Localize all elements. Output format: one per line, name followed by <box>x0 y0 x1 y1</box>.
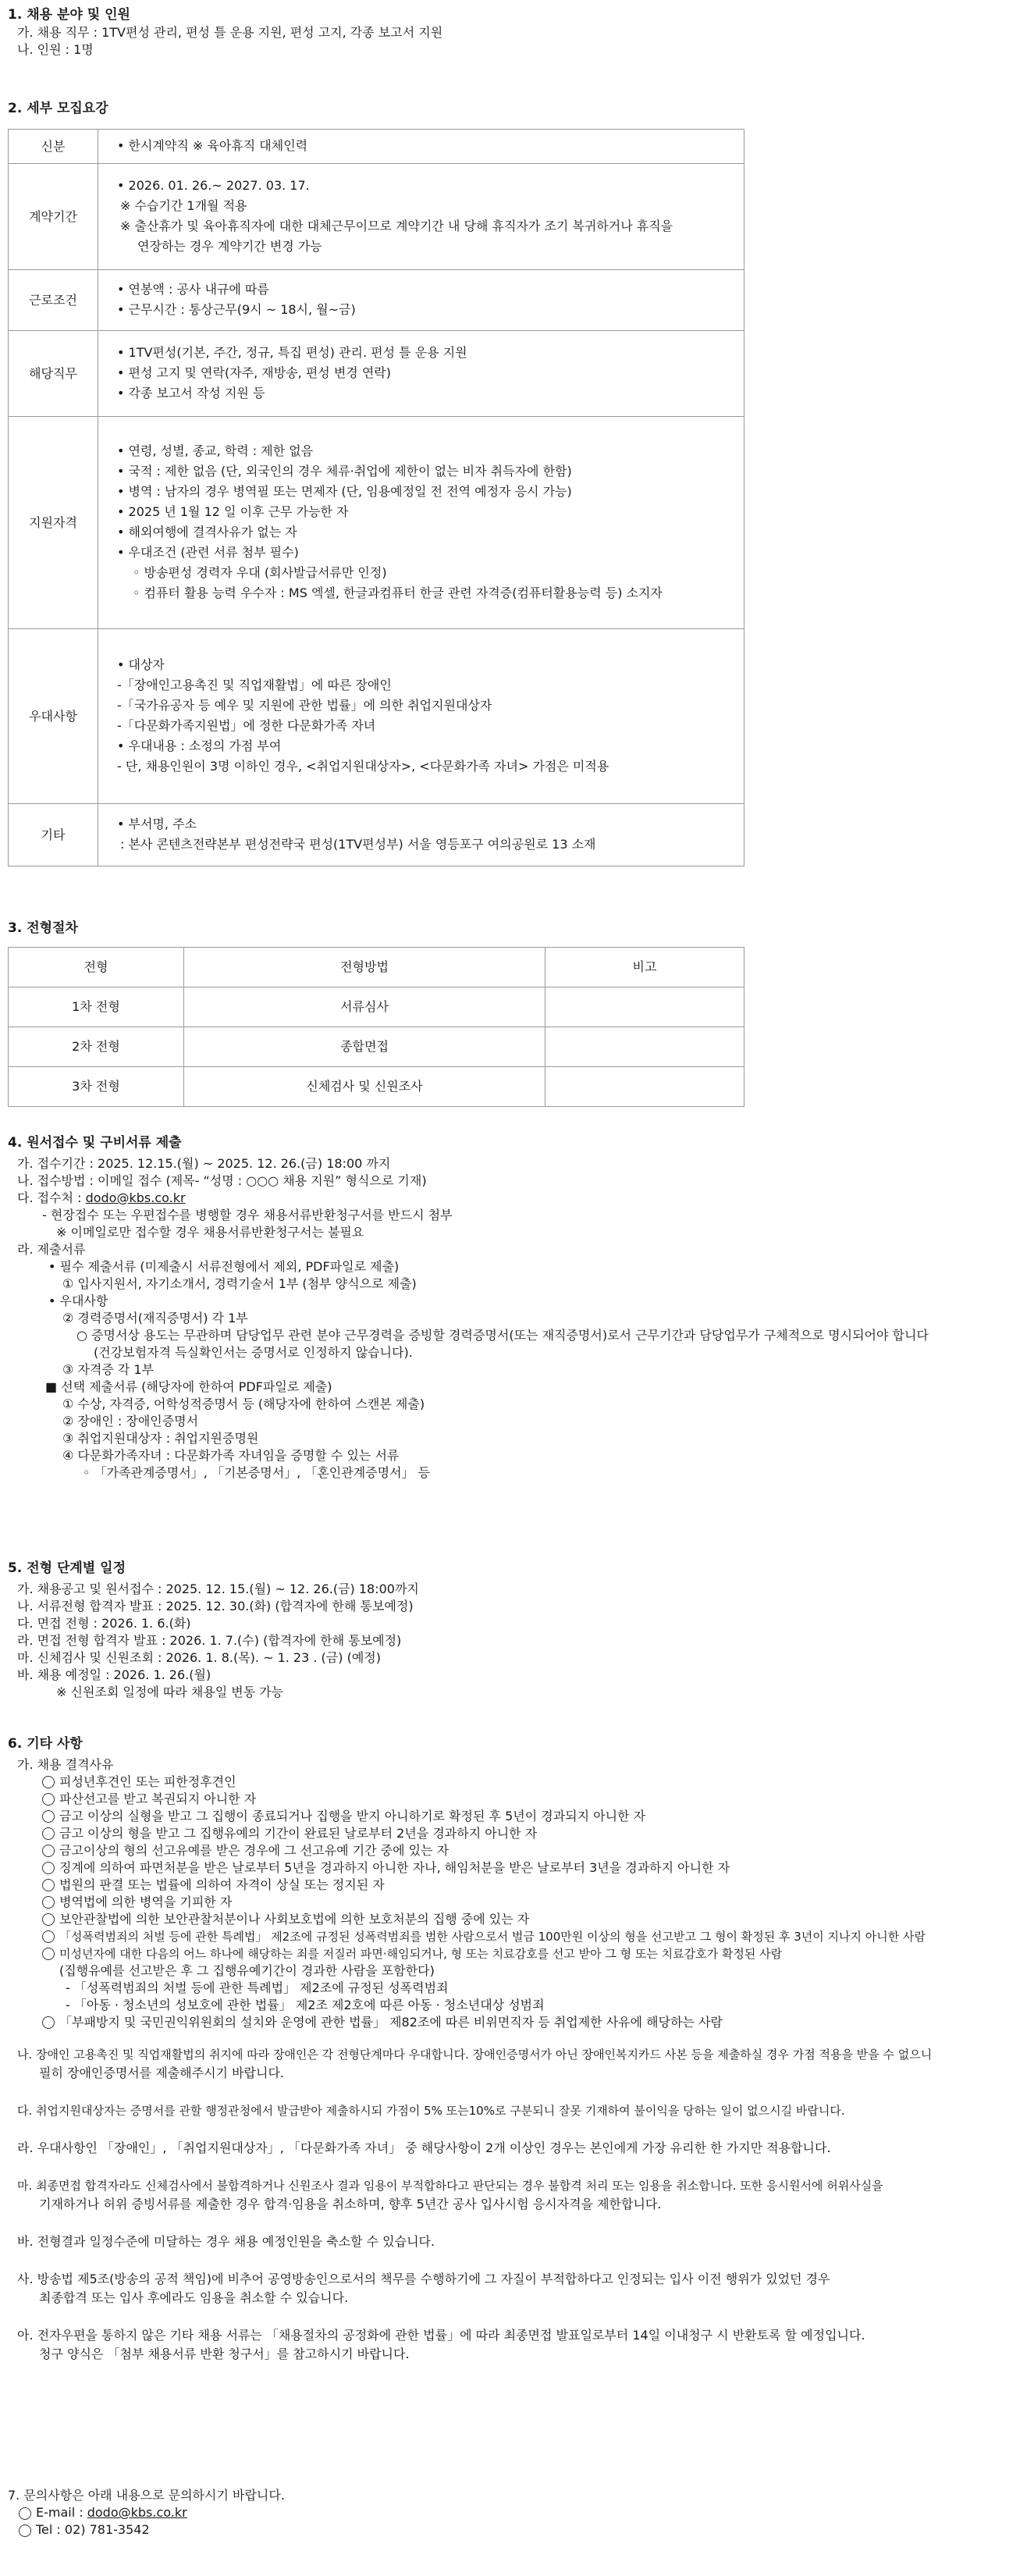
text-line: (건강보험자격 득실확인서는 증명서로 인정하지 않습니다). <box>94 1344 413 1360</box>
section-5 <box>8 1560 419 1701</box>
text-line: 가. 채용 결격사유 <box>17 1756 114 1772</box>
email-link[interactable]: dodo@kbs.co.kr <box>87 2505 187 2520</box>
row-label: 해당직무 <box>9 330 98 416</box>
list-item: 파산선고를 받고 복권되지 아니한 자 <box>8 1791 932 1808</box>
section-3-title: 3. 전형절차 <box>8 920 78 936</box>
list-item: 징계에 의하여 파면처분을 받은 날로부터 5년을 경과하지 아니한 자나, 해임처분을 받은 날로부터 3년을 경과하지 아니한 자 <box>8 1859 932 1877</box>
circle-icon <box>42 1845 55 1857</box>
label: 다. 접수처 : <box>17 1190 86 1205</box>
list-item: 「부패방지 및 국민권익위원회의 설치와 운영에 관한 법률」 제82조에 따른 비위면직자 등 취업제한 사유에 해당하는 사람 <box>8 2014 932 2031</box>
section-7 <box>8 2487 285 2539</box>
contact-email: E-mail : dodo@kbs.co.kr <box>8 2504 285 2521</box>
table-cell: 3차 전형 <box>9 1066 184 1106</box>
detail-item: • 2026. 01. 26.~ 2027. 03. 17. <box>117 178 310 194</box>
list-item: 법원의 판결 또는 법률에 의하여 자격이 상실 또는 정지된 자 <box>8 1877 932 1894</box>
text-line: ③ 자격증 각 1부 <box>62 1361 155 1377</box>
row-label: 지원자격 <box>9 416 98 628</box>
column-header: 비고 <box>545 947 744 987</box>
text-line: • 우대사항 <box>48 1293 108 1308</box>
detail-item: • 연봉액 : 공사 내규에 따름 <box>117 282 269 297</box>
section-4-title: 4. 원서접수 및 구비서류 제출 <box>8 1135 182 1151</box>
section-2-title: 2. 세부 모집요강 <box>8 101 108 116</box>
headcount-line: 나. 인원 : 1명 <box>17 41 94 57</box>
circle-icon <box>42 1810 55 1823</box>
detail-item: -「다문화가족지원법」에 정한 다문화가족 자녀 <box>117 718 376 734</box>
table-cell: 1차 전형 <box>9 987 184 1026</box>
text-line: - 현장접수 또는 우편접수를 병행할 경우 채용서류반환청구서를 반드시 첨부 <box>42 1207 453 1222</box>
text-line: ④ 다문화가족자녀 : 다문화가족 자녀임을 증명할 수 있는 서류 <box>62 1447 400 1463</box>
detail-item: 연장하는 경우 계약기간 변경 가능 <box>137 239 322 254</box>
table-row <box>9 1026 744 1066</box>
section-7-title: 7. 문의사항은 아래 내용으로 문의하시기 바랍니다. <box>8 2488 285 2503</box>
circle-icon <box>19 2507 31 2520</box>
section-6-title: 6. 기타 사항 <box>8 1736 83 1752</box>
text-line: 라. 제출서류 <box>17 1241 86 1257</box>
text-line: ※ 이메일로만 접수할 경우 채용서류반환청구서는 불필요 <box>56 1224 364 1240</box>
circle-icon <box>42 1793 55 1806</box>
detail-item: • 각종 보고서 작성 지원 등 <box>117 386 265 401</box>
section-5-title: 5. 전형 단계별 일정 <box>8 1560 126 1576</box>
recruitment-details-table <box>8 129 744 866</box>
detail-row <box>9 330 744 416</box>
job-line: 가. 채용 직무 : 1TV편성 관리, 편성 틀 운용 지원, 편성 고지, 각종 보고서 지원 <box>17 24 443 40</box>
detail-item: • 우대내용 : 소정의 가점 부여 <box>117 738 282 754</box>
note-da: 다. 취업지원대상자는 증명서를 관할 행정관청에서 발급받아 제출하시되 가점이 5% 또는10%로 구분되니 잘못 기재하여 불이익을 당하는 일이 없으시길 바랍니다. <box>17 2103 845 2118</box>
text-line: ① 수상, 자격증, 어학성적증명서 등 (해당자에 한하여 스캔본 제출) <box>62 1396 425 1411</box>
list-sub-item: (집행유예를 선고받은 후 그 집행유예기간이 경과한 사람을 포함한다) <box>59 1962 435 1978</box>
row-label: 신분 <box>9 129 98 163</box>
note-sa: 사. 방송법 제5조(방송의 공적 책임)에 비추어 공영방송인으로서의 책무를 수행하기에 그 자질이 부적합하다고 인정되는 입사 이전 행위가 있었던 경우 <box>17 2271 830 2286</box>
note-na-cont: 필히 장애인증명서를 제출해주시기 바랍니다. <box>39 2065 285 2080</box>
disqualification-list <box>8 1774 932 2031</box>
detail-item: • 편성 고지 및 연락(자주, 재방송, 편성 변경 연락) <box>117 365 391 381</box>
schedule-note: ※ 신원조회 일정에 따라 채용일 변동 가능 <box>56 1684 284 1699</box>
detail-item: • 국적 : 제한 없음 (단, 외국인의 경우 체류·취업에 제한이 없는 비자 취득자에 한함) <box>117 464 572 479</box>
text-line: ○ 증명서상 용도는 무관하며 담당업무 관련 분야 근무경력을 증빙할 경력증명서(또는 재직증명서)로서 근무기간과 담당업무가 구체적으로 명시되어야 합니다 <box>76 1327 929 1343</box>
detail-item: -「장애인고용촉진 및 직업재활법」에 따른 장애인 <box>117 678 392 693</box>
note-na: 나. 장애인 고용촉진 및 직업재활법의 취지에 따라 장애인은 각 전형단계마다 우대합니다. 장애인증명서가 아닌 장애인복지카드 사본 등을 제출하실 경우 가점 적용을 받을 수 없으니 <box>17 2047 933 2062</box>
table-cell <box>545 1066 744 1106</box>
detail-row <box>9 803 744 866</box>
section-1-title: 1. 채용 분야 및 인원 <box>8 7 130 23</box>
table-cell: 종합면접 <box>184 1026 545 1066</box>
detail-item: - 단, 채용인원이 3명 이하인 경우, <취업지원대상자>, <다문화가족 자녀> 가점은 미적용 <box>117 759 609 774</box>
circle-icon <box>42 1896 55 1909</box>
schedule-line: 바. 채용 예정일 : 2026. 1. 26.(월) <box>17 1667 211 1682</box>
note-ma-cont: 기재하거나 허위 증빙서류를 제출한 경우 합격·임용을 취소하며, 향후 5년간 공사 입사시험 응시자격을 제한합니다. <box>39 2196 662 2211</box>
list-item: 금고 이상의 형을 받고 그 집행유예의 기간이 완료된 날로부터 2년을 경과하지 아니한 자 <box>8 1825 932 1842</box>
detail-item: • 해외여행에 결격사유가 없는 자 <box>117 525 297 540</box>
circle-icon <box>42 1930 55 1943</box>
list-item: 금고이상의 형의 선고유예를 받은 경우에 그 선고유예 기간 중에 있는 자 <box>8 1842 932 1859</box>
column-header: 전형방법 <box>184 947 545 987</box>
table-row <box>9 987 744 1026</box>
detail-item: ◦ 컴퓨터 활용 능력 우수자 : MS 엑셀, 한글과컴퓨터 한글 관련 자격증(컴퓨터활용능력 등) 소지자 <box>133 585 663 601</box>
detail-row <box>9 269 744 330</box>
schedule-line: 마. 신체검사 및 신원조회 : 2026. 1. 8.(목). ~ 1. 23 . (금) (예정) <box>17 1649 381 1665</box>
detail-item: • 1TV편성(기본, 주간, 정규, 특집 편성) 관리. 편성 틀 운용 지원 <box>117 345 467 361</box>
note-a: 아. 전자우편을 통하지 않은 기타 채용 서류는 「채용절차의 공정화에 관한 법률」에 따라 최종면접 발표일로부터 14일 이내청구 시 반환토록 할 예정입니다. <box>17 2327 865 2343</box>
detail-row <box>9 416 744 628</box>
detail-item: • 부서명, 주소 <box>117 817 197 832</box>
section-3 <box>8 920 744 1107</box>
schedule-line: 나. 서류전형 합격자 발표 : 2025. 12. 30.(화) (합격자에 한해 통보예정) <box>17 1598 414 1614</box>
row-label: 기타 <box>9 803 98 866</box>
detail-item: ※ 출산휴가 및 육아휴직자에 대한 대체근무이므로 계약기간 내 당해 휴직자가 조기 복귀하거나 휴직을 <box>120 219 673 234</box>
table-cell <box>545 1026 744 1066</box>
detail-item: ◦ 방송편성 경력자 우대 (회사발급서류만 인정) <box>133 565 387 581</box>
column-header: 전형 <box>9 947 184 987</box>
section-6 <box>8 1735 932 2364</box>
section-2 <box>8 100 744 866</box>
list-item: 미성년자에 대한 다음의 어느 하나에 해당하는 죄를 저질러 파면·해임되거나, 형 또는 치료감호를 선고 받아 그 형 또는 치료감호가 확정된 사람 <box>8 1945 932 1962</box>
text-line: ② 경력증명서(재직증명서) 각 1부 <box>62 1310 248 1325</box>
circle-icon <box>42 1879 55 1891</box>
text-line: ② 장애인 : 장애인증명서 <box>62 1413 199 1429</box>
table-cell: 2차 전형 <box>9 1026 184 1066</box>
row-label: 근로조건 <box>9 269 98 330</box>
detail-item: • 연령, 성별, 종교, 학력 : 제한 없음 <box>117 443 314 459</box>
table-header-row <box>9 947 744 987</box>
text-line: ③ 취업지원대상자 : 취업지원증명원 <box>62 1430 259 1446</box>
detail-item: • 대상자 <box>117 657 165 673</box>
schedule-line: 가. 채용공고 및 원서접수 : 2025. 12. 15.(월) ~ 12. 26.(금) 18:00까지 <box>17 1581 419 1596</box>
detail-item: ※ 수습기간 1개월 적용 <box>120 198 247 214</box>
row-label: 계약기간 <box>9 163 98 269</box>
detail-item: • 2025 년 1월 12 일 이후 근무 가능한 자 <box>117 504 349 520</box>
detail-row <box>9 628 744 803</box>
detail-row <box>9 129 744 163</box>
list-item: 병역법에 의한 병역을 기피한 자 <box>8 1894 932 1911</box>
detail-item: -「국가유공자 등 예우 및 지원에 관한 법률」에 의한 취업지원대상자 <box>117 698 492 713</box>
list-sub-item: - 「성폭력범죄의 처벌 등에 관한 특례법」 제2조에 규정된 성폭력범죄 <box>66 1980 449 1995</box>
note-ba: 바. 전형결과 일정수준에 미달하는 경우 채용 예정인원을 축소할 수 있습니다. <box>17 2233 435 2249</box>
table-cell <box>545 987 744 1026</box>
selection-process-table <box>8 947 744 1107</box>
note-ma: 마. 최종면접 합격자라도 신체검사에서 불합격하거나 신원조사 결과 임용이 부적합하다고 판단되는 경우 불합격 처리 또는 임용을 취소합니다. 또한 응시원서에 허위사실을 <box>17 2178 883 2193</box>
detail-item: • 병역 : 남자의 경우 병역필 또는 면제자 (단, 임용예정일 전 전역 예정자 응시 가능) <box>117 484 572 500</box>
circle-icon <box>42 2016 55 2029</box>
detail-item: • 한시계약직 ※ 육아휴직 대체인력 <box>117 138 308 154</box>
circle-icon <box>42 1827 55 1840</box>
contact-tel: Tel : 02) 781-3542 <box>8 2521 285 2539</box>
text-line: ◦ 「가족관계증명서」, 「기본증명서」, 「혼인관계증명서」 등 <box>83 1464 431 1480</box>
text-line: • 필수 제출서류 (미제출시 서류전형에서 제외, PDF파일로 제출) <box>48 1258 400 1274</box>
section-4 <box>8 1134 929 1482</box>
note-sa-cont: 최종합격 또는 입사 후에라도 임용을 취소할 수 있습니다. <box>39 2290 349 2305</box>
detail-item: • 우대조건 (관련 서류 첨부 필수) <box>117 545 299 560</box>
text-line: 나. 접수방법 : 이메일 접수 (제목- “성명 : ○○○ 채용 지원” 형식으로 기재) <box>17 1172 427 1188</box>
note-a-cont: 청구 양식은 「첨부 채용서류 반환 청구서」를 참고하시기 바랍니다. <box>39 2346 410 2361</box>
list-item: 금고 이상의 실형을 받고 그 집행이 종료되거나 집행을 받지 아니하기로 확정된 후 5년이 경과되지 아니한 자 <box>8 1808 932 1825</box>
email-link[interactable]: dodo@kbs.co.kr <box>85 1190 186 1205</box>
table-cell: 신체검사 및 신원조사 <box>184 1066 545 1106</box>
table-row <box>9 1066 744 1106</box>
section-1 <box>8 6 442 59</box>
circle-icon <box>42 1776 55 1788</box>
circle-icon <box>42 1862 55 1874</box>
list-item: 피성년후견인 또는 피한정후견인 <box>8 1774 932 1791</box>
detail-item: : 본사 콘텐츠전략본부 편성전략국 편성(1TV편성부) 서울 영등포구 여의공원로 13 소재 <box>120 837 596 852</box>
schedule-line: 라. 면접 전형 합격자 발표 : 2026. 1. 7.(수) (합격자에 한해 통보예정) <box>17 1632 402 1648</box>
text-line: ① 입사지원서, 자기소개서, 경력기술서 1부 (첨부 양식으로 제출) <box>62 1276 417 1291</box>
circle-icon <box>19 2524 31 2537</box>
text-line: 가. 접수기간 : 2025. 12.15.(월) ~ 2025. 12. 26.(금) 18:00 까지 <box>17 1155 391 1171</box>
circle-icon <box>42 1913 55 1926</box>
detail-item: • 근무시간 : 통상근무(9시 ~ 18시, 월~금) <box>117 302 356 318</box>
list-sub-item: - 「아동 · 청소년의 성보호에 관한 법률」 제2조 제2호에 따른 아동 · 청소년대상 성범죄 <box>66 1997 545 2012</box>
row-label: 우대사항 <box>9 628 98 803</box>
schedule-line: 다. 면접 전형 : 2026. 1. 6.(화) <box>17 1615 191 1631</box>
text-line: ■ 선택 제출서류 (해당자에 한하여 PDF파일로 제출) <box>45 1379 332 1394</box>
detail-row <box>9 163 744 269</box>
circle-icon <box>42 1948 55 1960</box>
contact-line <box>8 1190 929 1207</box>
list-item: 보안관찰법에 의한 보안관찰처분이나 사회보호법에 의한 보호처분의 집행 중에 있는 자 <box>8 1911 932 1928</box>
list-item: 「성폭력범죄의 처벌 등에 관한 특례법」 제2조에 규정된 성폭력범죄를 범한 사람으로서 벌금 100만원 이상의 형을 선고받고 그 형이 확정된 후 3년이 지나지 아니한 사람 <box>8 1928 932 1945</box>
table-cell: 서류심사 <box>184 987 545 1026</box>
note-ra: 라. 우대사항인 「장애인」, 「취업지원대상자」, 「다문화가족 자녀」 중 해당사항이 2개 이상인 경우는 본인에게 가장 유리한 한 가지만 적용합니다. <box>17 2140 831 2155</box>
